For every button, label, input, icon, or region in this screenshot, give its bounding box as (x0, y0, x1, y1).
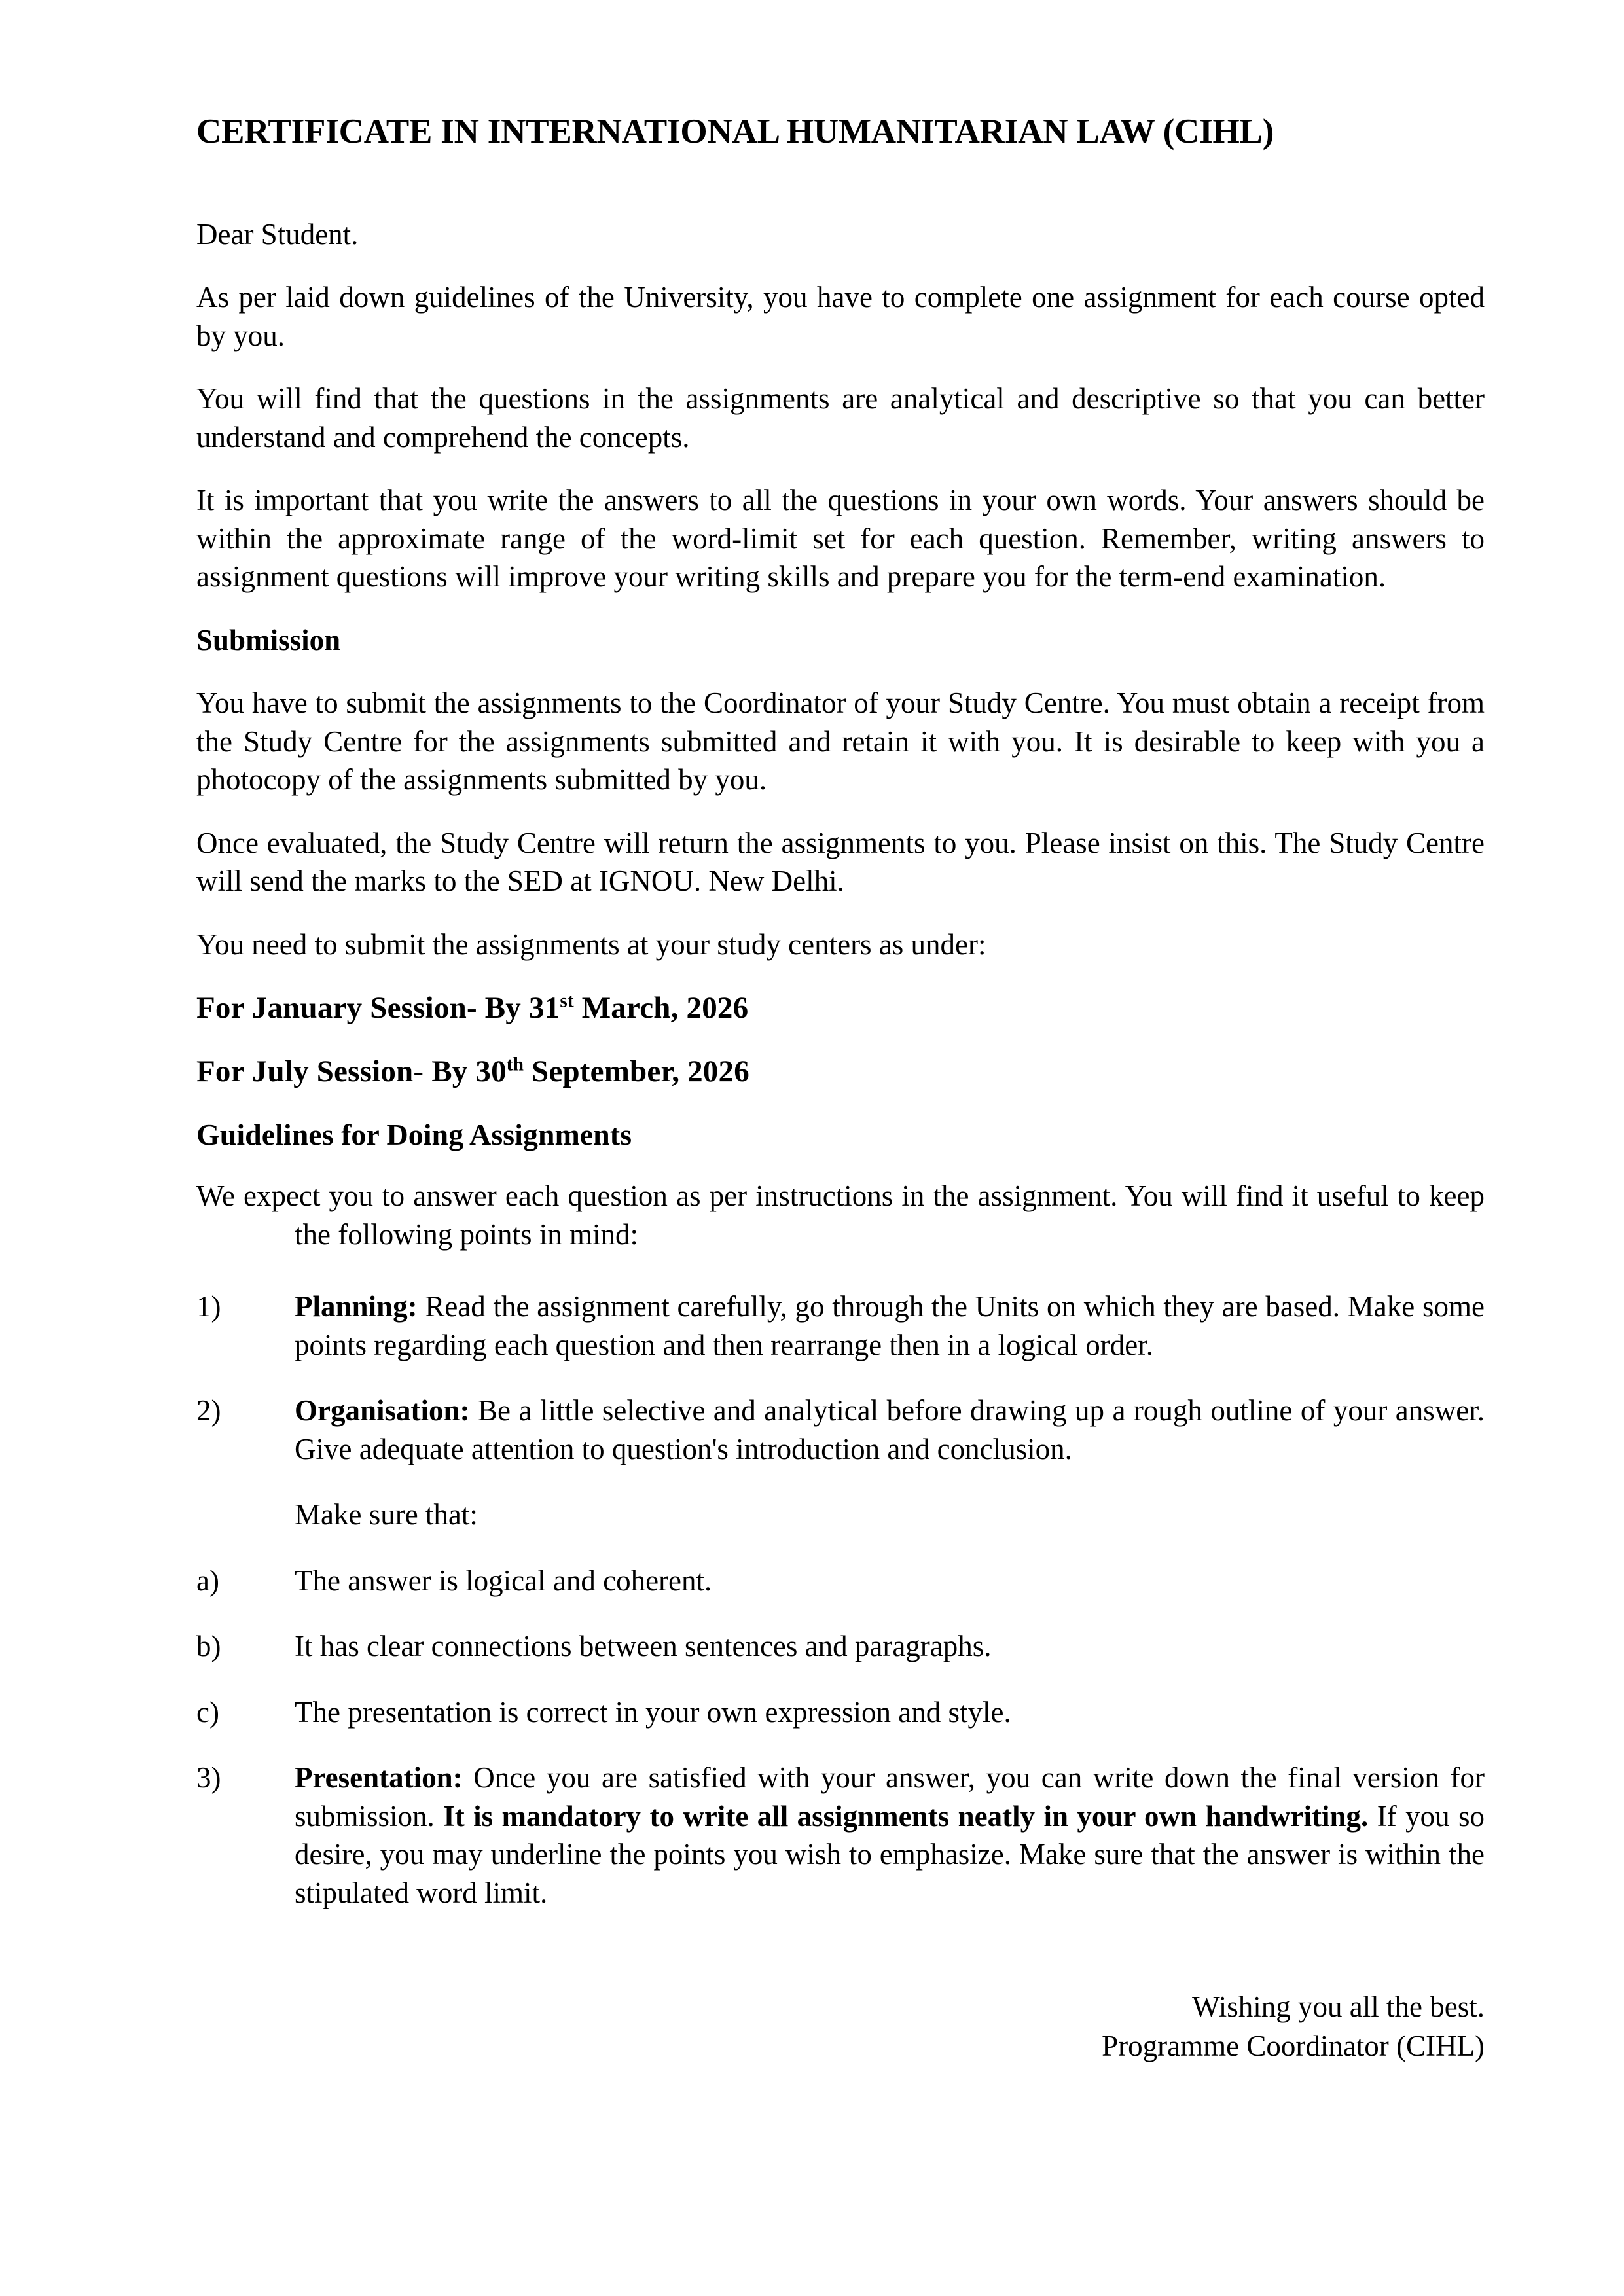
make-sure-label: Make sure that: (295, 1498, 478, 1532)
make-sure-sub-list (196, 1562, 1485, 1732)
list-item-marker: 1) (196, 1290, 221, 1323)
list-item-presentation (196, 1759, 1485, 1912)
due-date-january-suffix: March, 2026 (573, 991, 749, 1026)
list-item-text: Read the assignment carefully, go through the Units on which they are based. Make some points regarding each question and then rearrange then in a logical order. (295, 1290, 1485, 1361)
closing-signature: Programme Coordinator (CIHL) (1102, 2030, 1485, 2063)
guidelines-list (196, 1287, 1485, 1468)
list-item-label: Presentation: (295, 1761, 463, 1795)
list-item (196, 1391, 1485, 1468)
list-item-body (295, 1759, 1485, 1912)
closing-block (196, 1987, 1485, 2066)
sub-list-item-text: The answer is logical and coherent. (295, 1564, 712, 1597)
list-item-label: Planning: (295, 1290, 418, 1323)
list-item-label: Organisation: (295, 1394, 470, 1427)
submission-paragraph-2: Once evaluated, the Study Centre will return the assignments to you. Please insist on this. The Study Centre will send the marks to the SED at IGNOU. New Delhi. (196, 826, 1485, 898)
sub-list-item-marker: b) (196, 1630, 221, 1663)
list-item (196, 1287, 1485, 1364)
submission-heading: Submission (196, 623, 341, 656)
submission-paragraph-1: You have to submit the assignments to the Coordinator of your Study Centre. You must obtain a receipt from the Study Centre for the assignments submitted and retain it with you. It is desirable to keep with you a photocopy of the assignments submitted by you. (196, 687, 1485, 797)
salutation: Dear Student. (196, 217, 359, 251)
sub-list-item-text: The presentation is correct in your own expression and style. (295, 1695, 1011, 1729)
guidelines-lead-in: We expect you to answer each question as per instructions in the assignment. You will find it useful to keep the following points in mind: (196, 1179, 1485, 1251)
list-item (196, 1627, 1485, 1666)
closing-wish: Wishing you all the best. (1192, 1990, 1485, 2024)
intro-paragraph-3: It is important that you write the answers to all the questions in your own words. Your answers should be within the approximate range of the word-limit set for each question. Remember, writing answers to assignment questions will improve your writing skills and prepare you for the term-end examination. (196, 484, 1485, 594)
list-item-marker: 3) (196, 1761, 221, 1795)
sub-list-item-marker: a) (196, 1564, 219, 1597)
guidelines-heading: Guidelines for Doing Assignments (196, 1118, 632, 1152)
presentation-bold-emphasis: It is mandatory to write all assignments neatly in your own handwriting. (443, 1799, 1369, 1833)
due-date-january-ordinal: st (560, 990, 574, 1012)
list-item (196, 1693, 1485, 1732)
page-title: CERTIFICATE IN INTERNATIONAL HUMANITARIAN LAW (CIHL) (196, 113, 1274, 151)
due-date-july-prefix: For July Session- By 30 (196, 1054, 507, 1089)
presentation-text-part-2: If you so desire, you may underline the points you wish to emphasize. Make sure that the answer is within the stipulated word limit. (295, 1799, 1485, 1909)
list-item-body (295, 1287, 1485, 1364)
presentation-text-part-1: Once you are satisfied with your answer, you can write down the final version for submission. (295, 1761, 1485, 1833)
due-date-july-suffix: September, 2026 (524, 1054, 749, 1089)
due-date-january-prefix: For January Session- By 31 (196, 991, 560, 1026)
sub-list-item-text: It has clear connections between sentences and paragraphs. (295, 1630, 992, 1663)
due-date-january (196, 988, 1485, 1028)
submission-paragraph-3: You need to submit the assignments at your study centers as under: (196, 927, 986, 961)
list-item (196, 1562, 1485, 1600)
list-item-marker: 2) (196, 1394, 221, 1427)
intro-paragraph-2: You will find that the questions in the assignments are analytical and descriptive so that you can better understand and comprehend the concepts. (196, 382, 1485, 454)
due-date-july (196, 1052, 1485, 1092)
sub-list-item-marker: c) (196, 1695, 219, 1729)
list-item-text: Be a little selective and analytical before drawing up a rough outline of your answer. Give adequate attention to question's introduction and conclusion. (295, 1394, 1485, 1465)
due-date-july-ordinal: th (506, 1054, 524, 1075)
list-item-body (295, 1391, 1485, 1468)
intro-paragraph-1: As per laid down guidelines of the University, you have to complete one assignment for each course opted by you. (196, 281, 1485, 352)
